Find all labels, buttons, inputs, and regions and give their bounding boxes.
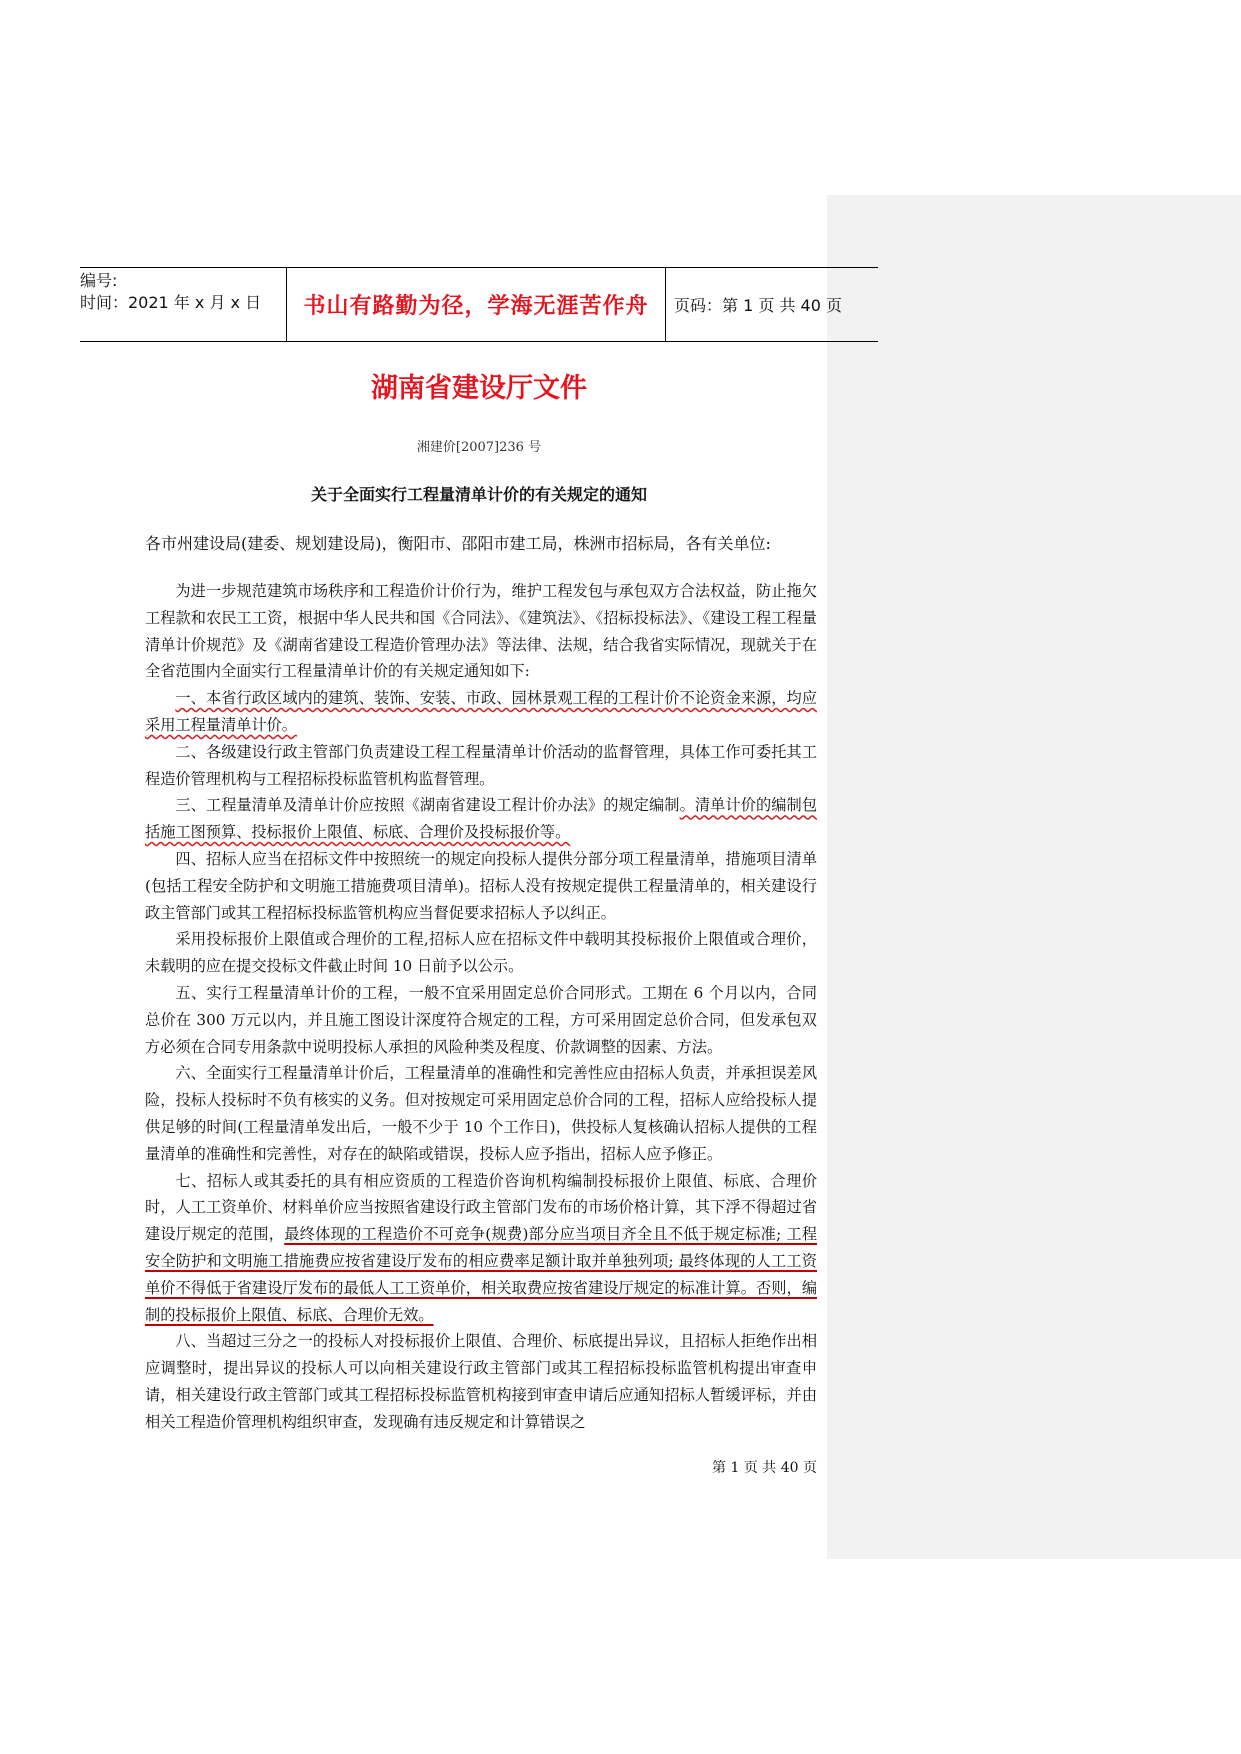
paragraph-3-text-b: 。清单计价的编制包括施工图预算、投标报价上限值、标底、合理价及投标报价等。	[145, 796, 818, 842]
header-left-cell	[80, 268, 286, 341]
paragraph-4: 四、招标人应当在招标文件中按照统一的规定向投标人提供分部分项工程量清单，措施项目清单(包括工程安全防护和文明施工措施费项目清单)。招标人没有按规定提供工程量清单的，相关建设行政主管部门或其工程招标投标监管机构应当督促要求招标人予以纠正。	[145, 849, 817, 922]
document-body	[145, 578, 817, 1436]
paragraph-5: 五、实行工程量清单计价的工程，一般不宜采用固定总价合同形式。工期在 6 个月以内，合同总价在 300 万元以内，并且施工图设计深度符合规定的工程，方可采用固定总价合同，但发承包双方必须在合同专用条款中说明投标人承担的风险种类及程度、价款调整的因素、方法。	[145, 983, 817, 1056]
paragraph-8: 八、当超过三分之一的投标人对投标报价上限值、合理价、标底提出异议，且招标人拒绝作出相应调整时，提出异议的投标人可以向相关建设行政主管部门或其工程招标投标监管机构提出审查申请，相关建设行政主管部门或其工程招标投标监管机构接到审查申请后应通知招标人暂缓评标，并由相关工程造价管理机构组织审查，发现确有违反规定和计算错误之	[145, 1332, 817, 1431]
paragraph-6: 六、全面实行工程量清单计价后，工程量清单的准确性和完善性应由招标人负责，并承担误差风险，投标人投标时不负有核实的义务。但对按规定可采用固定总价合同的工程，招标人应给投标人提供足够的时间(工程量清单发出后，一般不少于 10 个工作日)，供投标人复核确认招标人提供的工程量清单的准确性和完善性，对存在的缺陷或错误，投标人应予指出，招标人应予修正。	[145, 1064, 817, 1163]
paragraph-1	[145, 685, 817, 739]
notice-title: 关于全面实行工程量清单计价的有关规定的通知	[310, 485, 647, 504]
paragraph-7-text-a: 七、招标人或其委托的具有相应资质的工程造价咨询机构编制投标报价上限值、标底、合理价时，人工工资单价、材料单价应当按照省建设行政主管部门发布的市场价格计算，其下浮不得超过省建设厅规定的范围，	[145, 1171, 817, 1244]
page-header	[80, 267, 878, 342]
paragraph-4b: 采用投标报价上限值或合理价的工程,招标人应在招标文件中载明其投标报价上限值或合理价，未载明的应在提交投标文件截止时间 10 日前予以公示。	[145, 930, 817, 976]
serial-label: 编号:	[80, 271, 118, 290]
document-title: 湖南省建设厅文件	[371, 373, 587, 404]
document-number: 湘建价[2007]236 号	[416, 440, 542, 455]
comment-pane	[827, 195, 1241, 1559]
header-motto: 书山有路勤为径，学海无涯苦作舟	[286, 268, 666, 341]
paragraph-7	[145, 1168, 817, 1329]
page-footer: 第 1 页 共 40 页	[712, 1460, 817, 1476]
paragraph-intro: 为进一步规范建筑市场秩序和工程造价计价行为，维护工程发包与承包双方合法权益，防止拖欠工程款和农民工工资，根据中华人民共和国《合同法》、《建筑法》、《招标投标法》、《建设工程工程量清单计价规范》及《湖南省建设工程造价管理办法》等法律、法规，结合我省实际情况，现就关于在全省范围内全面实行工程量清单计价的有关规定通知如下:	[145, 582, 817, 681]
paragraph-2: 二、各级建设行政主管部门负责建设工程工程量清单计价活动的监督管理，具体工作可委托其工程造价管理机构与工程招标投标监管机构监督管理。	[145, 742, 817, 788]
paragraph-7-text-b: 最终体现的工程造价不可竞争(规费)部分应当项目齐全且不低于规定标准; 工程安全防护和文明施工措施费应按省建设厅发布的相应费率足额计取并单独列项; 最终体现的人工工资单价不得低于省建设厅发布的最低人工工资单价，相关取费应按省建设厅规定的标准计算。否则，编制的投标报价上限值、标底、合理价无效。	[145, 1225, 818, 1324]
header-page-info: 页码：第 1 页 共 40 页	[674, 296, 842, 315]
addressee: 各市州建设局(建委、规划建设局)，衡阳市、邵阳市建工局，株洲市招标局，各有关单位:	[145, 534, 771, 553]
date-label: 时间：2021 年 x 月 x 日	[80, 293, 262, 312]
paragraph-3-text-a: 三、工程量清单及清单计价应按照《湖南省建设工程计价办法》的规定编制	[175, 796, 680, 815]
paragraph-1-text: 一、本省行政区域内的建筑、装饰、安装、市政、园林景观工程的工程计价不论资金来源，均应采用工程量清单计价。	[145, 689, 817, 734]
paragraph-3	[145, 792, 817, 846]
